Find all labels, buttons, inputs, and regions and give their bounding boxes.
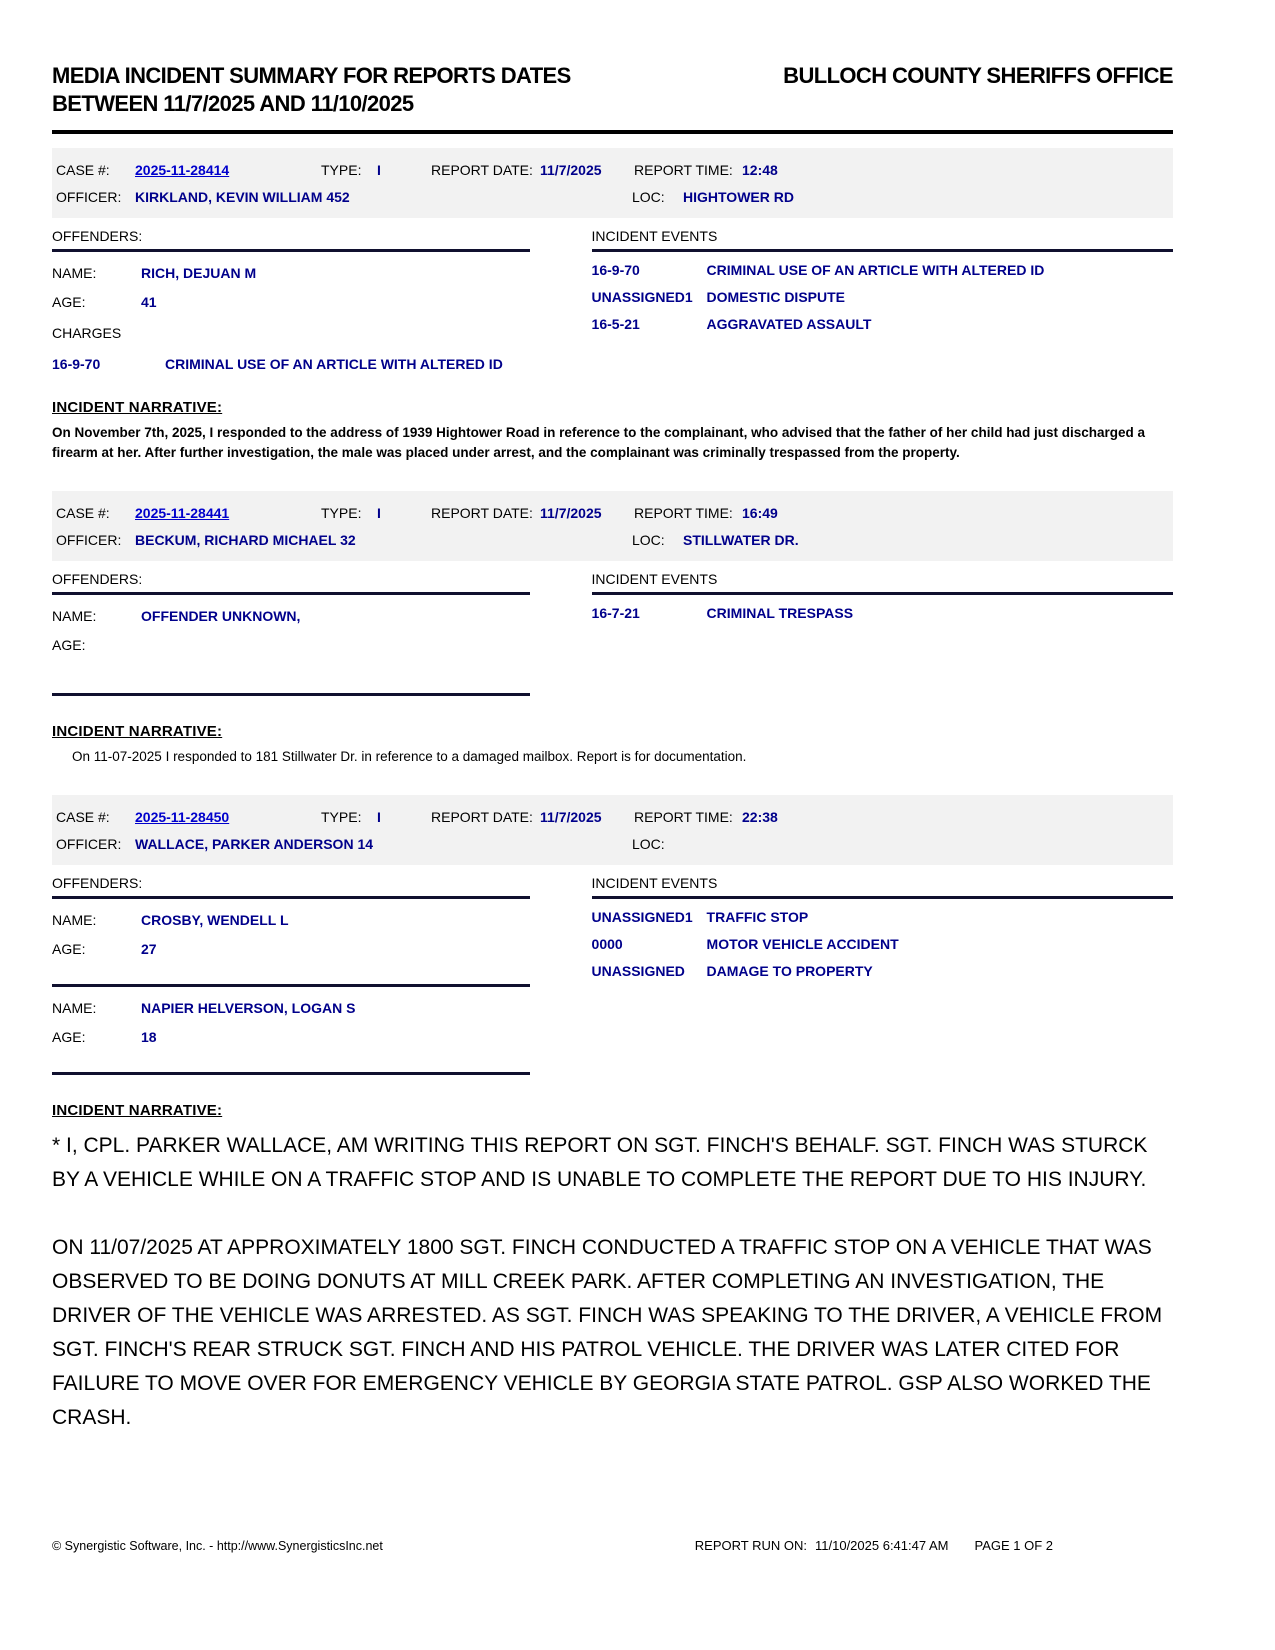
case-section-1: [52, 148, 1173, 463]
event-row: [592, 909, 1173, 926]
offender-name: NAPIER HELVERSON, LOGAN S: [141, 1000, 356, 1016]
case-number-label: CASE #:: [56, 504, 110, 521]
name-label: NAME:: [52, 608, 97, 624]
event-description: DOMESTIC DISPUTE: [706, 289, 846, 305]
footer-right-group: [695, 1538, 1053, 1553]
case-number-label: CASE #:: [56, 808, 110, 825]
name-label: NAME:: [52, 265, 97, 281]
case-info-row: [56, 803, 1167, 830]
case-columns: [52, 875, 1173, 1075]
offenders-heading: OFFENDERS:: [52, 571, 530, 595]
charges-heading: CHARGES: [52, 325, 122, 341]
report-header: [52, 62, 1173, 118]
offender-age: 18: [141, 1029, 157, 1045]
event-description: CRIMINAL TRESPASS: [706, 605, 854, 621]
report-time-label: REPORT TIME:: [634, 161, 733, 178]
age-label: AGE:: [52, 941, 86, 957]
incident-events-heading: INCIDENT EVENTS: [592, 228, 1173, 252]
incident-events-heading: INCIDENT EVENTS: [592, 571, 1173, 595]
event-code: 16-9-70: [591, 262, 640, 278]
loc-label: LOC:: [632, 188, 665, 205]
case-number-link[interactable]: 2025-11-28450: [135, 808, 230, 825]
offender-name-row: [52, 912, 530, 928]
offenders-column: [52, 875, 530, 1075]
offenders-heading: OFFENDERS:: [52, 228, 530, 252]
offender-age-row: [52, 941, 530, 957]
report-time-value: 16:49: [742, 504, 778, 521]
copyright-text: © Synergistic Software, Inc. - http://www.SynergisticsInc.net: [52, 1539, 383, 1553]
age-label: AGE:: [52, 1029, 86, 1045]
event-description: AGGRAVATED ASSAULT: [706, 316, 872, 332]
event-description: MOTOR VEHICLE ACCIDENT: [706, 936, 899, 952]
type-label: TYPE:: [321, 808, 362, 825]
officer-label: OFFICER:: [56, 835, 122, 852]
case-header-band: [52, 491, 1173, 561]
narrative-paragraph: * I, CPL. PARKER WALLACE, AM WRITING THIS REPORT ON SGT. FINCH'S BEHALF. SGT. FINCH WAS STURCK BY A VEHICLE WHILE ON A TRAFFIC STOP AND IS UNABLE TO COMPLETE THE REPORT DUE TO HIS INJURY.: [52, 1134, 1148, 1191]
type-value: I: [377, 504, 381, 521]
type-value: I: [377, 808, 381, 825]
offenders-column: [52, 571, 530, 696]
case-header-band: [52, 148, 1173, 218]
incident-narrative-heading: INCIDENT NARRATIVE:: [52, 723, 223, 740]
report-date-label: REPORT DATE:: [431, 504, 533, 521]
offender-name: RICH, DEJUAN M: [141, 265, 257, 281]
charge-description: CRIMINAL USE OF AN ARTICLE WITH ALTERED ID: [165, 356, 503, 372]
header-rule: [52, 130, 1173, 134]
incident-events-heading: INCIDENT EVENTS: [592, 875, 1173, 899]
type-value: I: [377, 161, 381, 178]
type-label: TYPE:: [321, 504, 362, 521]
officer-value: BECKUM, RICHARD MICHAEL 32: [135, 531, 356, 548]
report-run-value: 11/10/2025 6:41:47 AM: [815, 1538, 949, 1553]
event-row: [592, 963, 1173, 980]
age-label: AGE:: [52, 637, 86, 653]
offender-divider-rule: [52, 984, 530, 987]
page-indicator: PAGE 1 OF 2: [974, 1538, 1053, 1553]
incident-narrative-heading: INCIDENT NARRATIVE:: [52, 399, 223, 416]
offenders-heading: OFFENDERS:: [52, 875, 530, 899]
type-label: TYPE:: [321, 161, 362, 178]
report-time-value: 12:48: [742, 161, 778, 178]
offender-name-row: [52, 1000, 530, 1016]
loc-label: LOC:: [632, 531, 665, 548]
page-title-line2: BETWEEN 11/7/2025 AND 11/10/2025: [52, 91, 414, 116]
page-title: [52, 62, 571, 118]
case-columns: [52, 571, 1173, 696]
report-run-group: [695, 1538, 949, 1553]
report-time-value: 22:38: [742, 808, 778, 825]
officer-row: [56, 830, 1167, 857]
offender-age: 41: [141, 294, 157, 310]
case-info-row: [56, 156, 1167, 183]
incident-narrative-heading: INCIDENT NARRATIVE:: [52, 1102, 223, 1119]
offender-name-row: [52, 265, 530, 281]
offender-age-row: [52, 294, 530, 310]
report-time-label: REPORT TIME:: [634, 808, 733, 825]
event-code: 0000: [591, 936, 623, 952]
event-description: TRAFFIC STOP: [706, 909, 809, 925]
event-row: [592, 605, 1173, 622]
case-number-link[interactable]: 2025-11-28441: [135, 504, 230, 521]
report-date-label: REPORT DATE:: [431, 161, 533, 178]
event-row: [592, 936, 1173, 953]
offenders-column: [52, 228, 530, 372]
loc-value: STILLWATER DR.: [683, 531, 799, 548]
name-label: NAME:: [52, 912, 97, 928]
offenders-close-rule: [52, 693, 530, 696]
offender-age-row: [52, 637, 530, 653]
offender-name-row: [52, 608, 530, 624]
event-row: [592, 289, 1173, 306]
officer-value: WALLACE, PARKER ANDERSON 14: [135, 835, 374, 852]
report-date-value: 11/7/2025: [540, 161, 602, 178]
incident-events-column: [592, 228, 1173, 333]
officer-label: OFFICER:: [56, 188, 122, 205]
age-label: AGE:: [52, 294, 86, 310]
event-code: UNASSIGNED1: [591, 289, 693, 305]
offender-age: 27: [141, 941, 157, 957]
charge-code: 16-9-70: [52, 356, 101, 372]
charge-row: [52, 356, 530, 372]
report-time-label: REPORT TIME:: [634, 504, 733, 521]
incident-narrative-text: On November 7th, 2025, I responded to the address of 1939 Hightower Road in reference to the complainant, who advised that the father of her child had just discharged a firearm at her. After further investigation, the male was placed under arrest, and the complainant was criminally trespassed from the property.: [52, 425, 1145, 460]
event-row: [592, 316, 1173, 333]
case-header-band: [52, 795, 1173, 865]
offender-name: OFFENDER UNKNOWN,: [141, 608, 301, 624]
case-info-row: [56, 499, 1167, 526]
event-description: CRIMINAL USE OF AN ARTICLE WITH ALTERED ID: [706, 262, 1045, 278]
incident-events-column: [592, 571, 1173, 622]
officer-row: [56, 526, 1167, 553]
event-code: 16-7-21: [591, 605, 640, 621]
offender-name: CROSBY, WENDELL L: [141, 912, 289, 928]
agency-title: BULLOCH COUNTY SHERIFFS OFFICE: [783, 63, 1173, 88]
officer-label: OFFICER:: [56, 531, 122, 548]
event-code: 16-5-21: [591, 316, 640, 332]
event-description: DAMAGE TO PROPERTY: [706, 963, 873, 979]
case-number-link[interactable]: 2025-11-28414: [135, 161, 230, 178]
report-run-label: REPORT RUN ON:: [694, 1538, 807, 1553]
page-footer: [52, 1538, 1173, 1553]
incident-events-column: [592, 875, 1173, 980]
narrative-paragraph: ON 11/07/2025 AT APPROXIMATELY 1800 SGT. FINCH CONDUCTED A TRAFFIC STOP ON A VEHICLE THAT WAS OBSERVED TO BE DOING DONUTS AT MILL CREEK PARK. AFTER COMPLETING AN INVESTIGATION, THE DRIVER OF THE VEHICLE WAS ARRESTED. AS SGT. FINCH WAS SPEAKING TO THE DRIVER, A VEHICLE FROM SGT. FINCH'S REAR STRUCK SGT. FINCH AND HIS PATROL VEHICLE. THE DRIVER WAS LATER CITED FOR FAILURE TO MOVE OVER FOR EMERGENCY VEHICLE BY GEORGIA STATE PATROL. GSP ALSO WORKED THE CRASH.: [52, 1236, 1163, 1429]
report-date-value: 11/7/2025: [540, 504, 602, 521]
case-section-3: [52, 795, 1173, 1435]
officer-row: [56, 183, 1167, 210]
report-date-value: 11/7/2025: [540, 808, 602, 825]
loc-value: HIGHTOWER RD: [683, 188, 794, 205]
event-code: UNASSIGNED1: [591, 909, 693, 925]
offender-age-row: [52, 1029, 530, 1045]
case-section-2: [52, 491, 1173, 767]
offenders-close-rule: [52, 1072, 530, 1075]
page-title-line1: MEDIA INCIDENT SUMMARY FOR REPORTS DATES: [52, 63, 571, 88]
case-columns: [52, 228, 1173, 372]
loc-label: LOC:: [632, 835, 665, 852]
event-row: [592, 262, 1173, 279]
case-number-label: CASE #:: [56, 161, 110, 178]
incident-narrative-text: [52, 1129, 1173, 1435]
incident-narrative-text: On 11-07-2025 I responded to 181 Stillwater Dr. in reference to a damaged mailbox. Report is for documentation.: [72, 749, 747, 764]
officer-value: KIRKLAND, KEVIN WILLIAM 452: [135, 188, 350, 205]
event-code: UNASSIGNED: [591, 963, 685, 979]
name-label: NAME:: [52, 1000, 97, 1016]
report-date-label: REPORT DATE:: [431, 808, 533, 825]
